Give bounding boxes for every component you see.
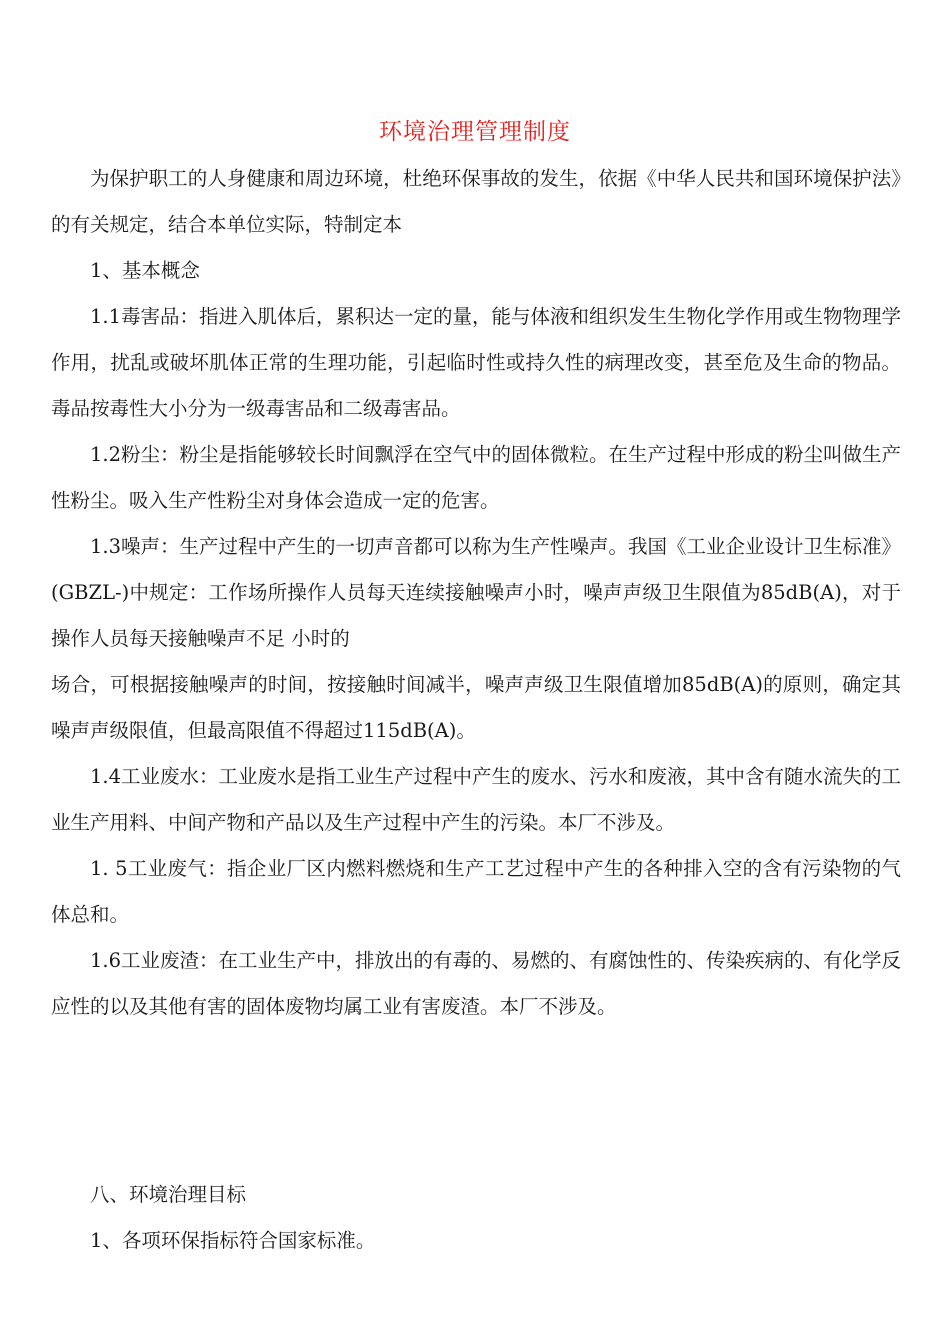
document-body xyxy=(51,156,901,1030)
item-1-3-noise-part1: 1.3噪声：生产过程中产生的一切声音都可以称为生产性噪声。我国《工业企业设计卫生标准》(GBZL-)中规定：工作场所操作人员每天连续接触噪声小时，噪声声级卫生限值为85dB(A)，对于操作人员每天接触噪声不足 小时的 xyxy=(51,535,902,650)
item-1-4-industrial-wastewater: 1.4工业废水：工业废水是指工业生产过程中产生的废水、污水和废液，其中含有随水流失的工业生产用料、中间产物和产品以及生产过程中产生的污染。本厂不涉及。 xyxy=(51,765,902,834)
item-1-3-noise-part2: 场合，可根据接触噪声的时间，按接触时间减半，噪声声级卫生限值增加85dB(A)的原则，确定其噪声声级限值，但最高限值不得超过115dB(A)。 xyxy=(51,673,901,742)
goal-item-1: 1、各项环保指标符合国家标准。 xyxy=(90,1229,376,1252)
item-1-5-industrial-exhaust: 1. 5工业废气：指企业厂区内燃料燃烧和生产工艺过程中产生的各种排入空的含有污染物的气体总和。 xyxy=(51,857,901,926)
item-1-2-dust: 1.2粉尘：粉尘是指能够较长时间飘浮在空气中的固体微粒。在生产过程中形成的粉尘叫做生产性粉尘。吸入生产性粉尘对身体会造成一定的危害。 xyxy=(51,443,902,512)
item-1-1-toxic-substances: 1.1毒害品：指进入肌体后，累积达一定的量，能与体液和组织发生生物化学作用或生物物理学作用，扰乱或破坏肌体正常的生理功能，引起临时性或持久性的病理改变，甚至危及生命的物品。毒品按毒性大小分为一级毒害品和二级毒害品。 xyxy=(51,305,902,420)
section-heading-basic-concepts: 1、基本概念 xyxy=(90,259,200,282)
document-title: 环境治理管理制度 xyxy=(379,119,571,145)
intro-paragraph: 为保护职工的人身健康和周边环境，杜绝环保事故的发生，依据《中华人民共和国环境保护法》的有关规定，结合本单位实际，特制定本 xyxy=(51,167,901,236)
section-environmental-goals xyxy=(51,1172,901,1264)
section-heading-environmental-goals: 八、环境治理目标 xyxy=(90,1183,247,1206)
item-1-6-industrial-waste-residue: 1.6工业废渣：在工业生产中，排放出的有毒的、易燃的、有腐蚀性的、传染疾病的、有化学反应性的以及其他有害的固体废物均属工业有害废渣。本厂不涉及。 xyxy=(51,949,902,1018)
